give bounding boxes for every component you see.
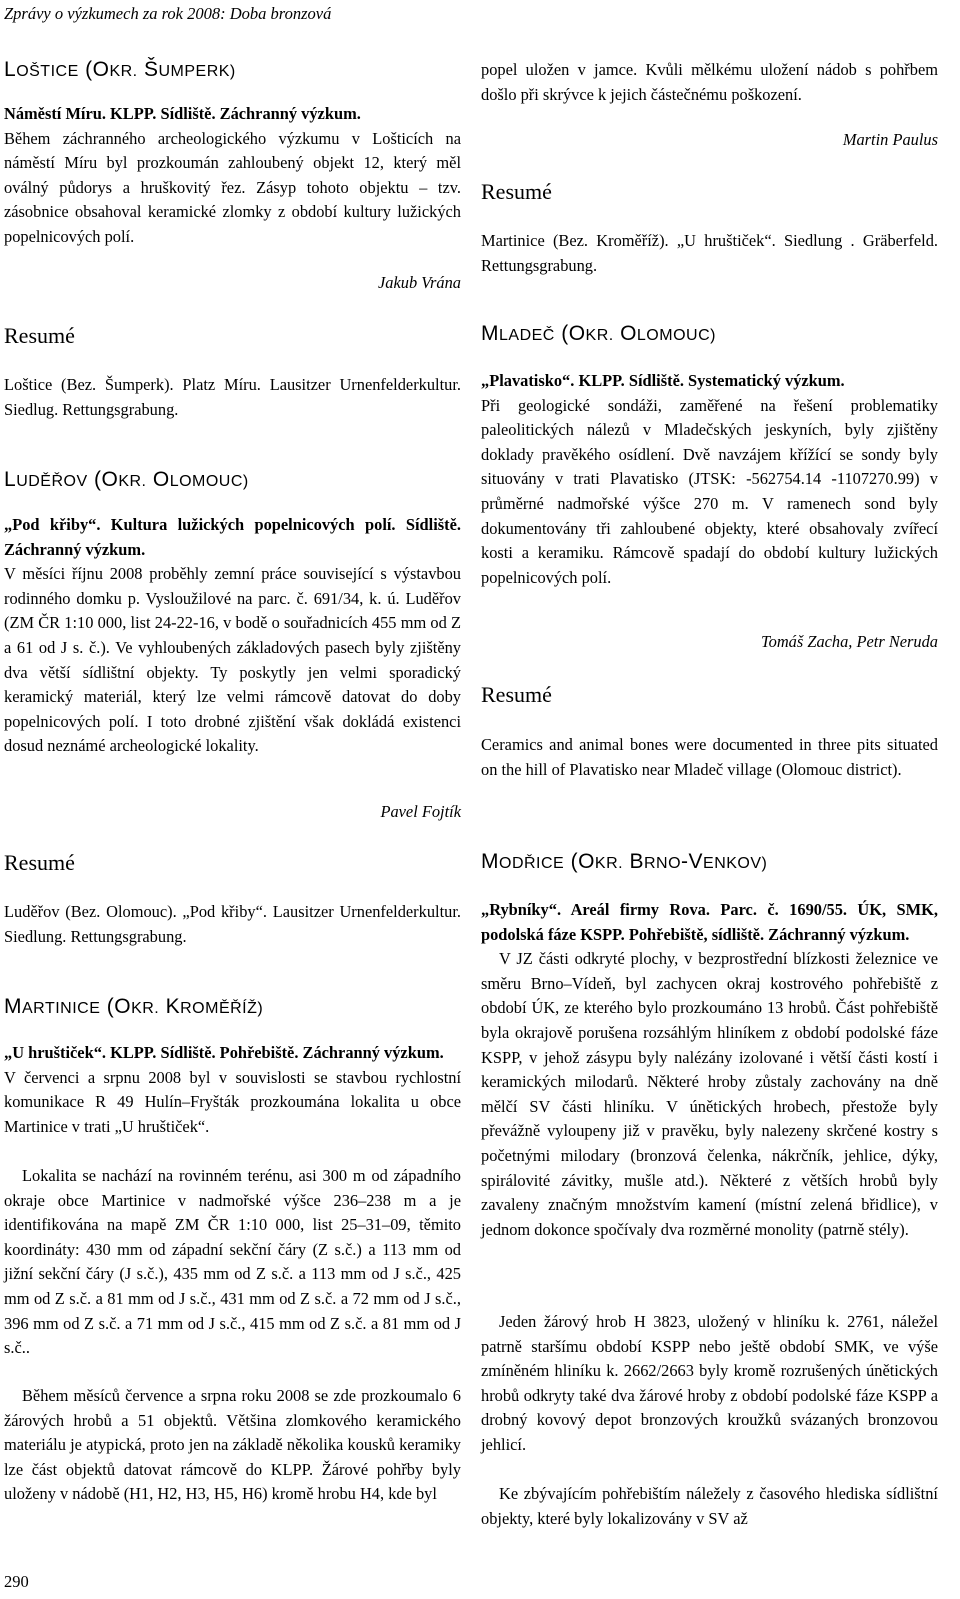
author-mladec: Tomáš Zacha, Petr Neruda xyxy=(761,632,938,651)
resume-text-lostice: Loštice (Bez. Šumperk). Platz Míru. Lausitzer Urnenfelderkultur. Siedlug. Rettungsgrabung. xyxy=(4,375,461,419)
section-body-modrice xyxy=(481,898,938,1242)
resume-heading-martinice: Resumé xyxy=(481,179,552,204)
section-body-mladec xyxy=(481,369,938,590)
section-text-martinice-1: V červenci a srpnu 2008 byl v souvislosti se stavbou rychlostní komunikace R 49 Hulín–Fryšták prozkoumána lokalita u obce Martinice v trati „U hruštiček“. xyxy=(4,1067,461,1136)
section-text-modrice-2: Jeden žárový hrob H 3823, uložený v hliníku k. 2761, náležel patrně staršímu období KSPP nebo ještě období SMK, ve výše zmíněném hliníku k. 2662/2663 byly kromě rozrušených únětických hrobů odkryty také dva žárové hroby z období podolské fáze KSPP a drobný kovový depot bronzových kroužků svázaných bronzovou jehlicí. xyxy=(481,1312,938,1454)
section-title-modrice: „Rybníky“. Areál firmy Rova. Parc. č. 1690/55. ÚK, SMK, podolská fáze KSPP. Pohřebiště, sídliště. Záchranný výzkum. xyxy=(481,900,938,944)
section-text-martinice-continued: popel uložen v jamce. Kvůli mělkému uložení nádob s pohřbem došlo při skrývce k jejich částečnému poškození. xyxy=(481,60,938,104)
section-title-lostice: Náměstí Míru. KLPP. Sídliště. Záchranný výzkum. xyxy=(4,104,361,123)
section-title-martinice: „U hruštiček“. KLPP. Sídliště. Pohřebiště. Záchranný výzkum. xyxy=(4,1043,444,1062)
author-lostice: Jakub Vrána xyxy=(378,273,461,292)
section-heading-luderov: LUDĚŘOV (OKR. OLOMOUC) xyxy=(4,468,249,491)
section-heading-lostice: LOŠTICE (OKR. ŠUMPERK) xyxy=(4,58,236,81)
resume-heading-lostice: Resumé xyxy=(4,323,75,348)
section-text-martinice-3: Během měsíců července a srpna roku 2008 se zde prozkoumalo 6 žárových hrobů a 51 objektů. Většina zlomkového keramického materiálu je atypická, proto jen na základě několika kousků keramiky lze část objektů datovat rámcově do KLPP. Žárové pohřby byly uloženy v nádobě (H1, H2, H3, H5, H6) kromě hrobu H4, kde byl xyxy=(4,1386,461,1504)
author-martinice: Martin Paulus xyxy=(842,130,938,149)
section-title-luderov: „Pod křiby“. Kultura lužických popelnicových polí. Sídliště. Záchranný výzkum. xyxy=(4,515,461,559)
author-luderov: Pavel Fojtík xyxy=(380,802,461,821)
section-text-martinice-2: Lokalita se nachází na rovinném terénu, asi 300 m od západního okraje obce Martinice v nadmořské výšce 236–238 m a je identifikována na mapě ZM ČR 1:10 000, list 25–31–09, těmito koordináty: 430 mm od západní sekční čáry (Z s.č.) a 113 mm od jižní sekční čáry (J s.č.), 435 mm od Z s.č. a 113 mm od J s.č., 425 mm od Z s.č. a 81 mm od J s.č., 431 mm od Z s.č. a 72 mm od J s.č., 396 mm od Z s.č. a 71 mm od J s.č., 415 mm od Z s.č. a 81 mm od J s.č.. xyxy=(4,1166,461,1358)
page-number: 290 xyxy=(4,1572,29,1591)
section-body-martinice xyxy=(4,1041,461,1139)
section-text-luderov: V měsíci říjnu 2008 proběhly zemní práce související s výstavbou rodinného domku p. Vysloužilové na parc. č. 691/34, k. ú. Luděřov (ZM ČR 1:10 000, list 24-22-16, v bodě o souřadnicích 455 mm od Z a 61 od J s. č.). Ve vyhloubených základových pasech byly zjištěny dva větší sídlištní objekty. Ty poskytly jen velmi sporadický keramický materiál, který lze velmi rámcově datovat do doby popelnicových polí. I toto drobné zjištění však dokládá existenci dosud neznámé archeologické lokality. xyxy=(4,564,461,756)
section-text-lostice: Během záchranného archeologického výzkumu v Lošticích na náměstí Míru byl prozkoumán zahloubený objekt 12, který měl oválný půdorys a hruškovitý řez. Zásyp tohoto objektu – tzv. zásobnice obsahoval keramické zlomky z období kultury lužických popelnicových polí. xyxy=(4,128,461,246)
section-heading-mladec: MLADEČ (OKR. OLOMOUC) xyxy=(481,322,716,345)
section-text-mladec: Při geologické sondáži, zaměřené na řešení problematiky paleolitických nálezů v Mladečských jeskyních, byly zjištěny doklady pravěkého osídlení. Dvě navzájem křížící se sondy byly situovány v trati Plavatisko (JTSK: -562754.14 -1107270.99) v průměrné nadmořské výšce 270 m. V ramenech sond byly dokumentovány tři zahloubené objekty, které obsahovaly zvířecí kosti a keramiku. Rámcově spadají do období kultury lužických popelnicových polí. xyxy=(481,395,938,587)
section-heading-martinice: MARTINICE (OKR. KROMĚŘÍŽ) xyxy=(4,995,264,1018)
resume-text-mladec: Ceramics and animal bones were documented in three pits situated on the hill of Plavatisko near Mladeč village (Olomouc district). xyxy=(481,735,938,779)
resume-text-martinice: Martinice (Bez. Kroměříž). „U hruštiček“. Siedlung . Gräberfeld. Rettungsgrabung. xyxy=(481,231,938,275)
resume-heading-mladec: Resumé xyxy=(481,682,552,707)
section-text-modrice-3: Ke zbývajícím pohřebištím náležely z časového hlediska sídlištní objekty, které byly lokalizovány v SV až xyxy=(481,1484,938,1528)
resume-heading-luderov: Resumé xyxy=(4,850,75,875)
section-heading-modrice: MODŘICE (OKR. BRNO-VENKOV) xyxy=(481,850,768,873)
running-head: Zprávy o výzkumech za rok 2008: Doba bronzová xyxy=(4,4,332,23)
section-body-lostice xyxy=(4,102,461,250)
section-text-modrice-1: V JZ části odkryté plochy, v bezprostřední blízkosti železnice ve směru Brno–Vídeň, byl zachycen okraj kostrového pohřebiště z období ÚK, ze kterého bylo prozkoumáno 13 hrobů. Část pohřebiště byla okrajově porušena rozsáhlým hliníkem z období podolské fáze KSPP, v jehož zásypu byly nalézány izolované i větší části kostí i keramických milodarů. Některé hroby zůstaly zachovány na dně mělčí SV části hliníku. V únětických hrobech, přestože byly převážně vyloupeny již v pravěku, byly nalezeny skrčené kostry s početnými milodary (bronzová čelenka, nákrčník, jehlice, dýky, spirálovité závitky, mušle atd.). Některé z větších hrobů byly zavaleny značným množstvím kamení (místní zelená břidlice), v jednom dokonce spočívaly dva rozměrné monolity (patrně stély). xyxy=(481,949,938,1239)
section-title-mladec: „Plavatisko“. KLPP. Sídliště. Systematický výzkum. xyxy=(481,371,845,390)
section-body-luderov xyxy=(4,513,461,759)
resume-text-luderov: Luděřov (Bez. Olomouc). „Pod křiby“. Lausitzer Urnenfelderkultur. Siedlung. Rettungsgrabung. xyxy=(4,902,461,946)
